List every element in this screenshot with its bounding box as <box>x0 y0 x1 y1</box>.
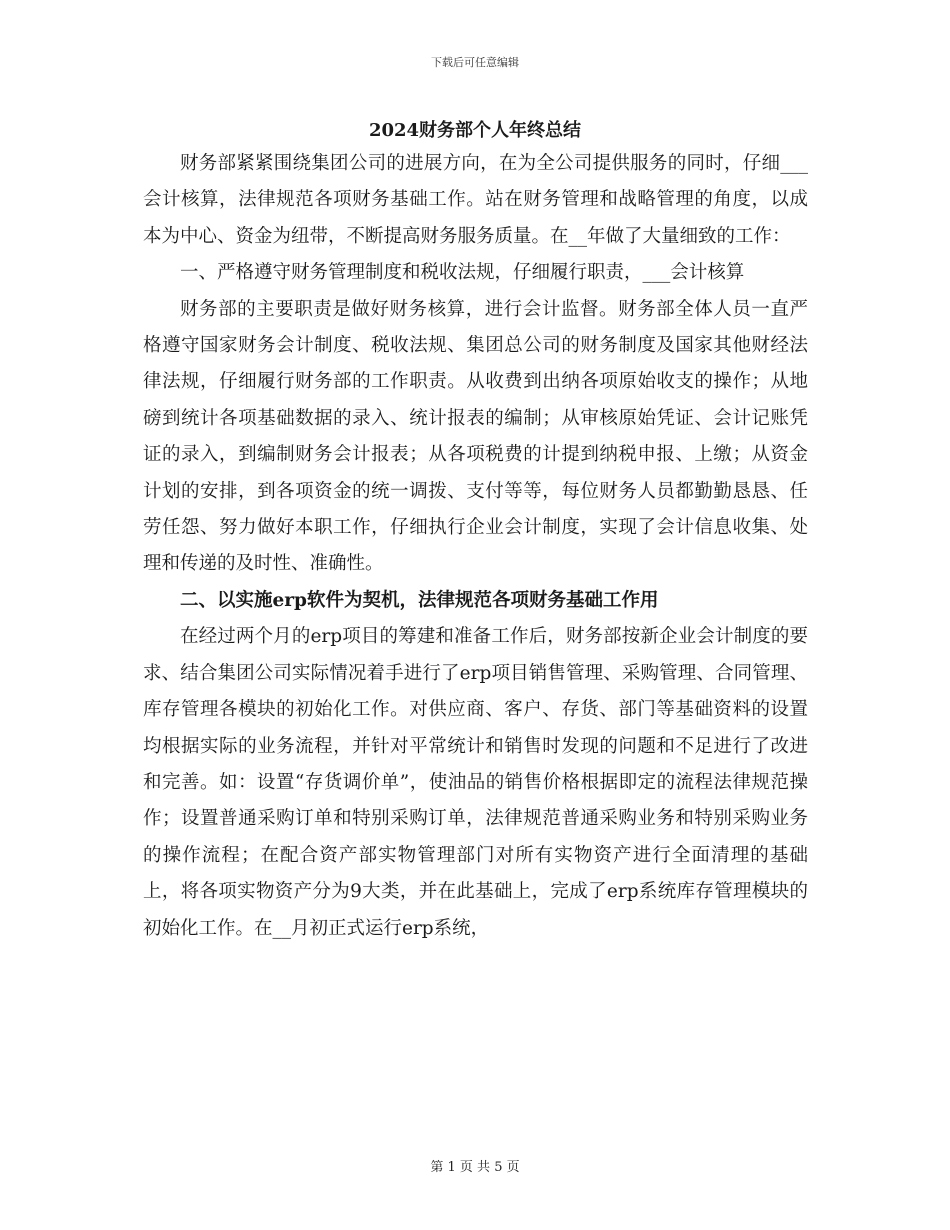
section2-heading: 二、以实施erp软件为契机，法律规范各项财务基础工作用 <box>180 589 659 611</box>
section1-paragraph: 财务部的主要职责是做好财务核算，进行会计监督。财务部全体人员一直严格遵守国家财务会计制度、税收法规、集团总公司的财务制度及国家其他财经法律法规，仔细履行财务部的工作职责。从收费到出纳各项原始收支的操作；从地磅到统计各项基础数据的录入、统计报表的编制；从审核原始凭证、会计记账凭证的录入，到编制财务会计报表；从各项税费的计提到纳税申报、上缴；从资金计划的安排，到各项资金的统一调拨、支付等等，每位财务人员都勤勤恳恳、任劳任怨、努力做好本职工作，仔细执行企业会计制度，实现了会计信息收集、处理和传递的及时性、准确性。 <box>143 298 808 575</box>
section2-paragraph: 在经过两个月的erp项目的筹建和准备工作后，财务部按新企业会计制度的要求、结合集团公司实际情况着手进行了erp项目销售管理、采购管理、合同管理、库存管理各模块的初始化工作。对供应商、客户、存货、部门等基础资料的设置均根据实际的业务流程，并针对平常统计和销售时发现的问题和不足进行了改进和完善。如：设置“存货调价单”，使油品的销售价格根据即定的流程法律规范操作；设置普通采购订单和特别采购订单，法律规范普通采购业务和特别采购业务的操作流程；在配合资产部实物管理部门对所有实物资产进行全面清理的基础上，将各项实物资产分为9大类，并在此基础上，完成了erp系统库存管理模块的初始化工作。在__月初正式运行erp系统， <box>143 626 808 939</box>
section1-heading: 一、严格遵守财务管理制度和税收法规，仔细履行职责，___会计核算 <box>180 262 745 284</box>
document-title: 2024财务部个人年终总结 <box>368 120 582 141</box>
intro-paragraph: 财务部紧紧围绕集团公司的进展方向，在为全公司提供服务的同时，仔细___会计核算，法律规范各项财务基础工作。站在财务管理和战略管理的角度，以成本为中心、资金为纽带，不断提高财务服务质量。在__年做了大量细致的工作： <box>143 153 808 247</box>
page-footer: 第 1 页 共 5 页 <box>430 1160 520 1175</box>
document-body <box>143 146 808 947</box>
header-note: 下载后可任意编辑 <box>431 56 519 69</box>
